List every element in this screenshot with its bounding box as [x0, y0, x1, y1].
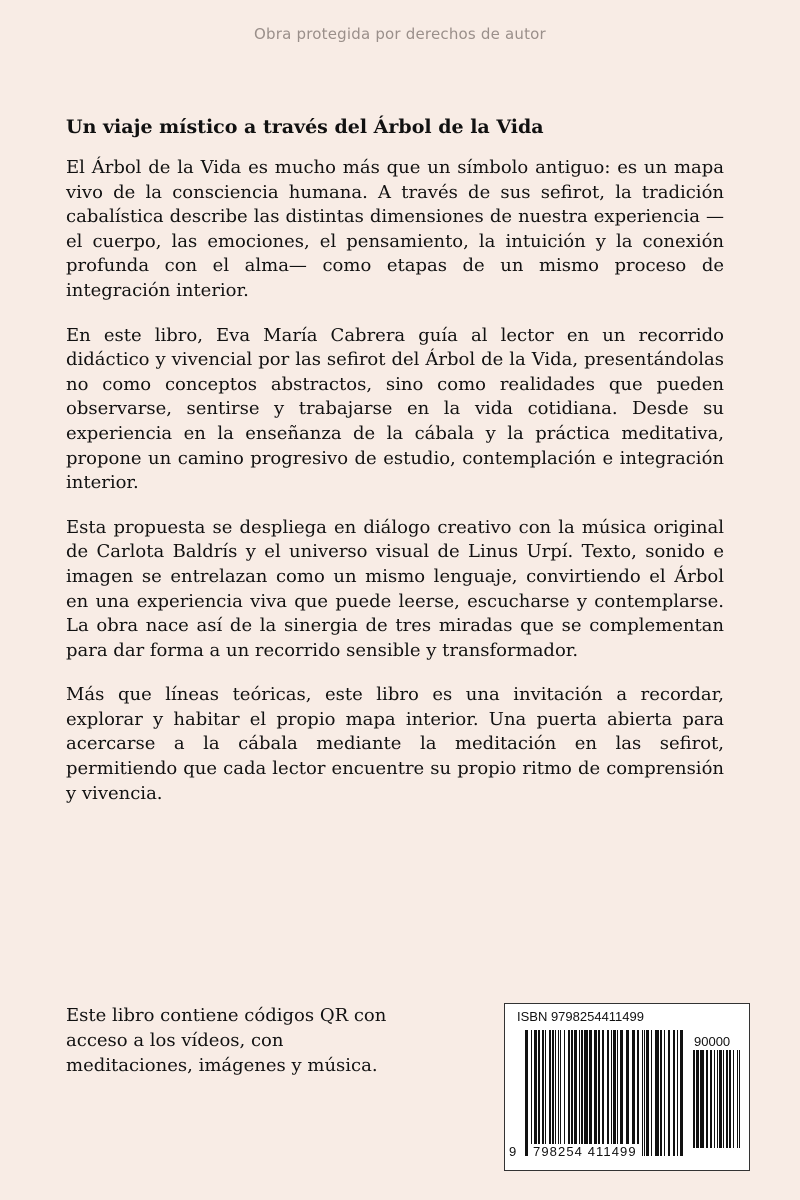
back-cover-heading: Un viaje místico a través del Árbol de la Vida [66, 116, 544, 138]
paragraph-1: El Árbol de la Vida es mucho más que un símbolo antiguo: es un mapa vivo de la consciencia humana. A través de sus sefirot, la tradición cabalística describe las distintas dimensiones de nuestra experiencia —el cuerpo, las emociones, el pensamiento, la intuición y la conexión profunda con el alma— como etapas de un mismo proceso de integración interior. [66, 157, 724, 301]
paragraph-4: Más que líneas teóricas, este libro es una invitación a recordar, explorar y habitar el propio mapa interior. Una puerta abierta para acercarse a la cábala mediante la meditación en las sefirot, permitiendo que cada lector encuentre su propio ritmo de comprensión y vivencia. [66, 684, 724, 804]
barcode-bars-addon [693, 1050, 743, 1148]
isbn-barcode [504, 1003, 750, 1171]
isbn-label: ISBN 9798254411499 [517, 1009, 644, 1024]
watermark-top: Obra protegida por derechos de autor [254, 25, 546, 43]
price-code: 90000 [694, 1034, 731, 1049]
paragraph-2: En este libro, Eva María Cabrera guía al lector en un recorrido didáctico y vivencial por las sefirot del Árbol de la Vida, presentándolas no como conceptos abstractos, sino como realidades que pueden observarse, sentirse y trabajarse en la vida cotidiana. Desde su experiencia en la enseñanza de la cábala y la práctica meditativa, propone un camino progresivo de estudio, contemplación e integración interior. [66, 324, 724, 494]
back-cover-text [66, 112, 724, 826]
barcode-digit-first: 9 [509, 1144, 518, 1159]
qr-note: Este libro contiene códigos QR con acceso a los vídeos, con meditaciones, imágenes y música. [66, 1005, 387, 1076]
barcode-bars-main [525, 1030, 687, 1156]
barcode-digit-rest: 798254 411499 [533, 1144, 637, 1159]
paragraph-3: Esta propuesta se despliega en diálogo creativo con la música original de Carlota Baldrís y el universo visual de Linus Urpí. Texto, sonido e imagen se entrelazan como un mismo lenguaje, convirtiendo el Árbol en una experiencia viva que puede leerse, escucharse y contemplarse. La obra nace así de la sinergia de tres miradas que se complementan para dar forma a un recorrido sensible y transformador. [66, 516, 724, 661]
